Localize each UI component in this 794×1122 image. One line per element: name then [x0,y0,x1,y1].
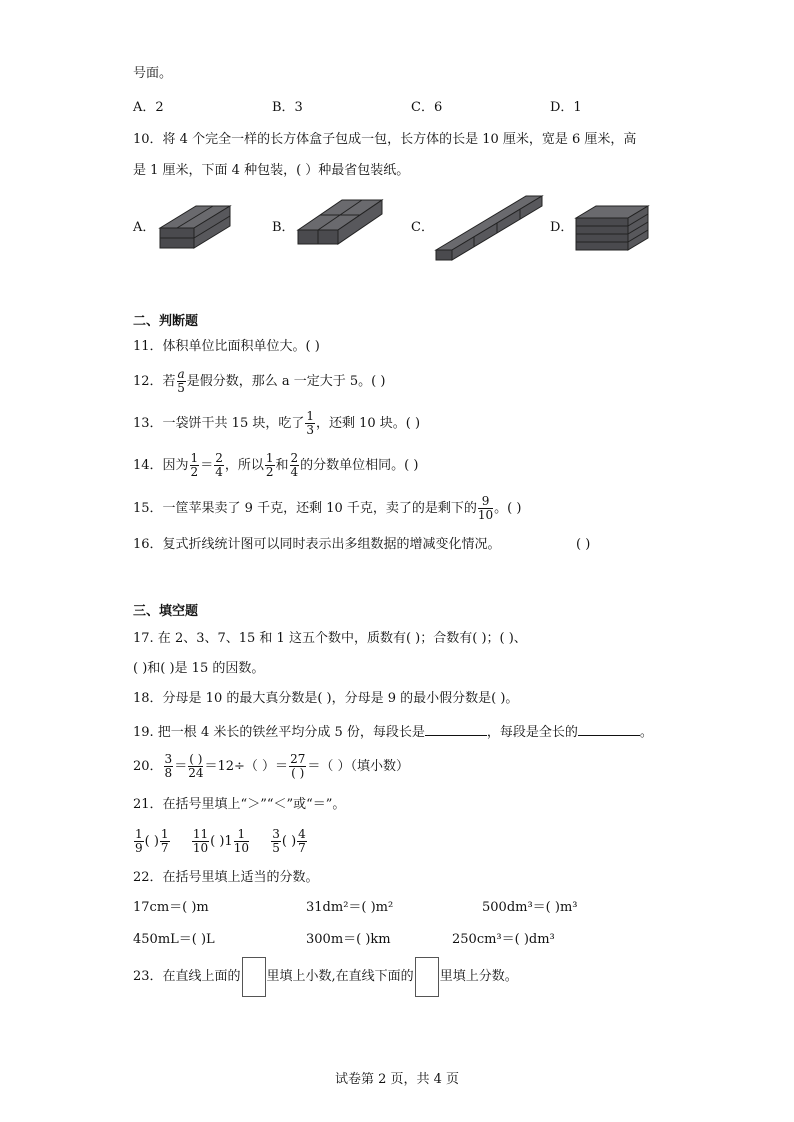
q20: 20． $\frac{3}{8}$ ＝ $\frac{( )}{24}$ ＝12÷（ ）＝ $\frac{27}{( )}$ ＝（ ）（填小数） [133,752,409,780]
q10-figure-d [574,204,650,256]
q9-option-b: B．3 [272,100,303,115]
q22-row2-item2: 300m＝( )km [306,932,391,947]
q22-row2-item1: 450mL＝( )L [133,932,215,947]
q10-label-b: B． [272,220,295,235]
q21-compare-row: $\frac{1}{9}$ ( ) $\frac{1}{7}$ $\frac{11}{10}$ ( )1 $\frac{1}{10}$ $\frac{3}{5}$ ( ) $\frac{4}{7}$ [135,827,306,855]
q10-figure-c [434,192,546,264]
q9-option-a: A．2 [133,100,164,115]
q22-row1-item3: 500dm³＝( )m³ [482,900,578,915]
q10-line1: 10．将 4 个完全一样的长方体盒子包成一包，长方体的长是 10 厘米，宽是 6 厘米，高 [133,132,637,147]
q9-option-d: D．1 [550,100,582,115]
q22-text: 22．在括号里填上适当的分数。 [133,870,319,885]
q23-box-above [242,957,266,997]
section-2-title: 二、判断题 [133,314,199,329]
q21-text: 21．在括号里填上“＞”“＜”或“＝”。 [133,797,346,812]
page-footer: 试卷第 2 页，共 4 页 [334,1072,460,1087]
q19-blank-1 [425,721,487,736]
q18: 18．分母是 10 的最大真分数是( )，分母是 9 的最小假分数是( )。 [133,691,519,706]
q17-line1: 17. 在 2、3、7、15 和 1 这五个数中，质数有( )；合数有( )；( )、 [133,631,527,646]
q16-text: 16．复式折线统计图可以同时表示出多组数据的增减变化情况。 [133,537,501,552]
q16-paren: ( ) [576,537,591,552]
q23: 23．在直线上面的 里填上小数,在直线下面的 里填上分数。 [133,956,518,998]
q19-blank-2 [578,721,640,736]
q10-label-a: A． [133,220,156,235]
q10-line2: 是 1 厘米，下面 4 种包装，( ）种最省包装纸。 [133,163,410,178]
q10-label-c: C． [411,220,434,235]
q17-line2: ( )和( )是 15 的因数。 [133,661,265,676]
q10-figure-a [158,198,234,254]
q10-label-d: D． [550,220,574,235]
q15: 15．一筐苹果卖了 9 千克，还剩 10 千克，卖了的是剩下的 $\frac{9}{10}$ 。( ) [133,494,522,522]
q9-option-c: C．6 [411,100,443,115]
q22-row1-item1: 17cm＝( )m [133,900,209,915]
q13: 13．一袋饼干共 15 块，吃了 $\frac{1}{3}$ ，还剩 10 块。( ) [133,409,421,437]
q19: 19. 把一根 4 米长的铁丝平均分成 5 份，每段长是 ，每段是全长的 。 [133,721,653,742]
q22-row2-item3: 250cm³＝( )dm³ [452,932,555,947]
q12: 12．若 $\frac{a}{5}$ 是假分数，那么 a 一定大于 5。( ) [133,367,386,395]
q14: 14．因为 $\frac{1}{2}$ ＝ $\frac{2}{4}$ ，所以 $\frac{1}{2}$ 和 $\frac{2}{4}$ 的分数单位相同。( ) [133,451,419,479]
q23-box-below [415,957,439,997]
q12-fraction: $\frac{a}{5}$ [177,367,185,395]
q10-figure-b [296,196,384,258]
q9-tail: 号面。 [133,66,173,81]
q22-row1-item2: 31dm²＝( )m² [306,900,394,915]
q13-fraction: $\frac{1}{3}$ [306,409,314,437]
section-3-title: 三、填空题 [133,604,199,619]
q11: 11．体积单位比面积单位大。( ) [133,339,320,354]
